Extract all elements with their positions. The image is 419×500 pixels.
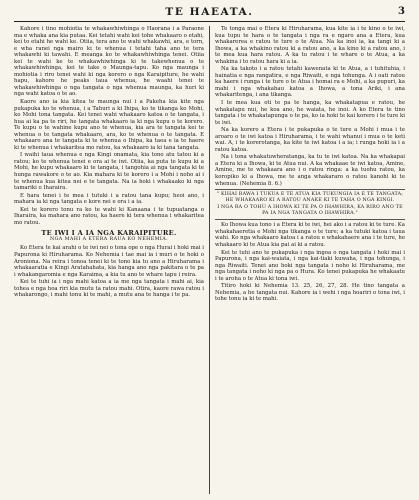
quote-line: " KIHAI RAWA I TUKUA E TE ATUA KIA TUKUNGIA IA E TE TANGATA; HE WHAKAARO KI A RATOU ANAKE KI TE TAHA O NGA KINGI.	[216, 192, 404, 203]
page-number: 3	[398, 6, 405, 17]
masthead-title: TE HAEATA.	[165, 6, 254, 18]
article-paragraph: Kei te tuhi ia i nga mahi katoa a ia me nga tangata i mahi ai, kia tohea e nga hoa riri kia mutu ta ratou mahi. Otira, kaore rawa ratou i whakarongo, i mahi tonu ki te mahi, a mutu ana te hanga i te pa.	[14, 279, 204, 299]
article-paragraph: I te mea kua oti te pa te hanga, ka whakatapua e ratou, he whakatapu nui, he koa ano, he waiata, he inoi. A ko Etera te tino tangata i te whakatapunga o te pa, ko ia hoki te kai korero i te ture ki te iwi.	[215, 100, 405, 126]
article-paragraph: Kei te tuhi ano te pukapuka i nga ingoa o nga tangata i hoki mai i Papurona, i nga kai-waiata, i nga kai-tiaki kuwaha, i nga tohunga, i nga Riwaiti. Tenei ano hoki nga tangata i noho ki Hiruharama, me nga tangata i noho ki nga pa o Hura. Ko tenei pukapuka he whakaatu i te aroha o te Atua ki tona iwi.	[215, 249, 405, 282]
article-paragraph: Te tonga mai o Etera ki Hiruharama, kua kite ia i te kino o te iwi, kua tupu te hara o te tangata i nga ra e ngaro ana a Etera, kua whakarerea e ratou te ture o te Atua. Na ka inoi ia, ka tangi ki a Ihowa, a ka whakino ratou ki a ratou ano, a ka kino ki a ratou ano, i te mea kua hara ratou. A ka tu ratou i te whare o te Atua, a ka whakina i to ratou hara ki a ia.	[215, 26, 405, 65]
article-paragraph: Ko Etera te kai arahi o te iwi nei o tona ope o nga Hurai i hoki mai i Papurona ki Hiruharama. Ko Nehemia i tae mai ia i muri o te hoki o Aroniona. Na reira i tonoa tenei ki te tono kia tu ano a Hiruharama i whakaaratia e Kingi Aratahahata, kia hanga ano nga pakitara o te pa i whakangaromia e nga Karaima, a kia tu ano te whare tapu i reira.	[14, 245, 204, 278]
header-rule	[14, 21, 405, 22]
article-paragraph: Na i tona whakatuwheratanga, ka tu te iwi katoa. Na ka whakapai a Etera ki a Ihowa, ki te Atua nui. A ka whakaae te iwi katoa, Amine, Amine, me te whakaara ano i o ratou ringa: a ka tuohu ratou, ka koropiko ki a Ihowa, me te anga whakararo o ratou kanohi ki te whenua. (Nehemia 8. 6.)	[215, 154, 405, 187]
column-divider	[209, 26, 210, 494]
quote-line: I NGA RA O TOHU A IHOWA KI TE PA O IHAWHIRA, KA RIRO ANO TE PA IA NGA TANGATA O IHAWHIRA."	[217, 204, 403, 216]
article-paragraph: Na ka korero a Etera i te pukapuka o te ture a Mohi i mua i te aroaro o te iwi katoa i Hiruharama, i te wahi whanui i mua o te keti wai. A, i te korerotanga, ka kite te iwi katoa i a ia; i runga hoki ia i a ratou katoa.	[215, 127, 405, 153]
article-paragraph: Na ka takoto i a ratou tetahi kawenata ki te Atua, a i tuhituhia, i hainatia e nga rangatira, e nga Riwaiti, e nga tohunga. A i oati ratou ka haere i runga i te ture o te Atua i homai ra e Mohi, a ka pupuri, ka mahi i nga whakahau katoa a Ihowa, a tona Ariki, i ana whakaritenga, i ana tikanga.	[215, 66, 405, 99]
section-heading: TE IWI I A IA NGA KARAIPITURE.	[41, 229, 177, 238]
article-paragraph: I waihi taua whenua e nga Kingi onamata, kia tono atu tatou ki a ratou; ko te whenua tenei e ora ai te iwi. Otiia, ka puta te kupu ki a Mohi, he kupu whakaaro ki te tangata, i tangohia ai nga tangata ki te hunga rawakore o te ao. Kia mahara ki te korero i a Mohi i noho ai i te whenua kua kitea nei e te tangata. Na ia hoki i whakaako ki nga tamariki o Iharaira.	[14, 152, 204, 192]
article-paragraph: Ko Ihowa kua tono i a Etera ki te iwi, hei ako i a ratou ki te ture. Ka whakahaeretia e Mohi nga tikanga o te ture; a ka tutuki katoa i taua wahi. Ko nga whakaaro katoa i a ratou e whakahaere ana i te ture, he whakaaro ki te Atua kia pai ai ki a ratou.	[215, 222, 405, 248]
quote-box	[215, 189, 405, 220]
section-subheading: NGA MAHI A ETERA RAUA KO NEHEMIA.	[49, 237, 169, 243]
article-paragraph: Kaore ano ia kia kitea te maunga nui i a Pakeha kia kite nga pukapuka ko te whenua, i a Tahuri a ki Ihipa, ko te tikanga ko Mohi, ko Mohi tona tangata. Kei tenei wahi whakaaro katoa o te tangata, i hua ai ka pa te riri, he tangata whakaaro ia ki nga kupu o te korero. Te kupu o te wahine kupu ano te whenua, kia ara te tangata kei te whenua o te tangata whakaaro, ara, ko te whenua o te tangata. E whakaaro ana te tangata ki te whenua o Ihipa, ka taea e ia te haere ki te whenua i whakaritea mo ratou, ka whakaaro ia ki tana tangata.	[14, 99, 204, 151]
article-paragraph: Titiro hoki ki Nehemia 13. 25, 26, 27, 28. He tino tangata a Nehemia, a he tangata nui. Kahore ia i wehi i nga hoariri o tona iwi, i tohe tonu ia ki te mahi.	[215, 283, 405, 303]
article-paragraph: E hara tenei i te mea i tutuki i a ratou tana kupu; heoi ano, i mahara ia ki nga tangata e kore nei e ora i a ia.	[14, 192, 204, 206]
article-paragraph: Kahore i tino mohiotia te whakawhiwhinga o Haorana i a Paraone ma e whaka ana kia putaa. Kei tetahi wahi kei tohe whakaaro o etahi, kei to etahi he wahi ke. Otiia, tera ano te wahi whakawhi, ara, e torn, e wha ranei nga mairo ki te whenua i tetahi taha ano te tera whakawhi ki tawahi. E meanga ko te whakawhiwhinga tenei. Otiia kei te wahi ke te whakawhiwhinga ki te takewhenua o te whakawhiwhinga, kei te take o Maunga-tapu. Ko nga maunga i mohiotia i riro tenei wahi ki nga korero o nga Karaipiture, he wahi hapu, kahore he peaks taua whenua, he waahi tenei te whakawhiwhinga o nga tangata o nga whenua maunga, ka huri ki nga wahi katoa o te ao.	[14, 26, 204, 98]
article-paragraph: Kei te korero tonu ra ko te wahi ki Kanaana i te tupuatanga o Iharaira, ka mahara ano ratou, ka haere ki tera whenua i whakaritea mo ratou.	[14, 206, 204, 226]
left-column	[14, 26, 204, 300]
page-header	[14, 6, 405, 20]
right-column	[215, 26, 405, 304]
